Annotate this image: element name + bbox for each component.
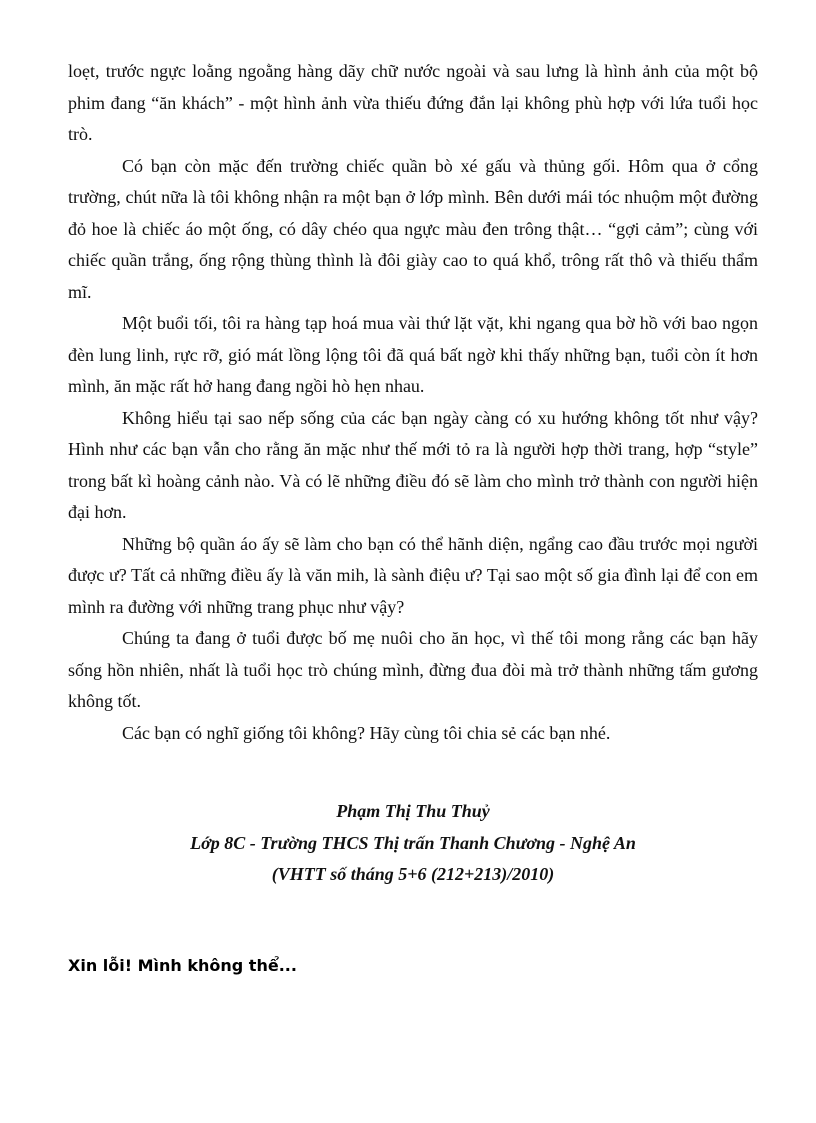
source-citation: (VHTT số tháng 5+6 (212+213)/2010) [271,864,555,884]
paragraph-2: Có bạn còn mặc đến trường chiếc quần bò xé gấu và thủng gối. Hôm qua ở cổng trường, chút nữa là tôi không nhận ra một bạn ở lớp mình. Bên dưới mái tóc nhuộm một đường đỏ hoe là chiếc áo một ống, có dây chéo qua ngực màu đen trông thật… “gợi cảm”; cùng với chiếc quần trắng, ống rộng thùng thình là đôi giày cao to quá khổ, trông rất thô và thiếu thẩm mĩ. [68,155,758,302]
paragraph-6: Chúng ta đang ở tuổi được bố mẹ nuôi cho ăn học, vì thế tôi mong rằng các bạn hãy sống hồn nhiên, nhất là tuổi học trò chúng mình, đừng đua đòi mà trở thành những tấm gương không tốt. [68,628,758,711]
paragraph-4: Không hiểu tại sao nếp sống của các bạn ngày càng có xu hướng không tốt như vậy? Hình như các bạn vẫn cho rằng ăn mặc như thế mới tỏ ra là người hợp thời trang, hợp “style” trong bất kì hoàng cảnh nào. Và có lẽ những điều đó sẽ làm cho mình trở thành con người hiện đại hơn. [68,407,758,522]
article-body [68,56,758,749]
paragraph-1: loẹt, trước ngực loằng ngoằng hàng dãy chữ nước ngoài và sau lưng là hình ảnh của một bộ phim đang “ăn khách” - một hình ảnh vừa thiếu đứng đắn lại không phù hợp với lứa tuổi học trò. [68,61,758,144]
paragraph-7: Các bạn có nghĩ giống tôi không? Hãy cùng tôi chia sẻ các bạn nhé. [122,722,611,743]
signature-block [68,796,758,891]
paragraph-5: Những bộ quần áo ấy sẽ làm cho bạn có thể hãnh diện, ngẩng cao đầu trước mọi người được ư? Tất cả những điều ấy là văn mih, là sành điệu ư? Tại sao một số gia đình lại để con em mình ra đường với những trang phục như vậy? [68,533,758,617]
paragraph-3: Một buổi tối, tôi ra hàng tạp hoá mua vài thứ lặt vặt, khi ngang qua bờ hồ với bao ngọn đèn lung linh, rực rỡ, gió mát lồng lộng tôi đã quá bất ngờ khi thấy những bạn, tuổi còn ít hơn mình, ăn mặc rất hở hang đang ngồi hò hẹn nhau. [68,313,758,396]
author-school: Lớp 8C - Trường THCS Thị trấn Thanh Chương - Nghệ An [190,832,636,853]
next-article-heading: Xin lỗi! Mình không thể... [68,956,297,975]
author-name: Phạm Thị Thu Thuỷ [336,801,490,821]
